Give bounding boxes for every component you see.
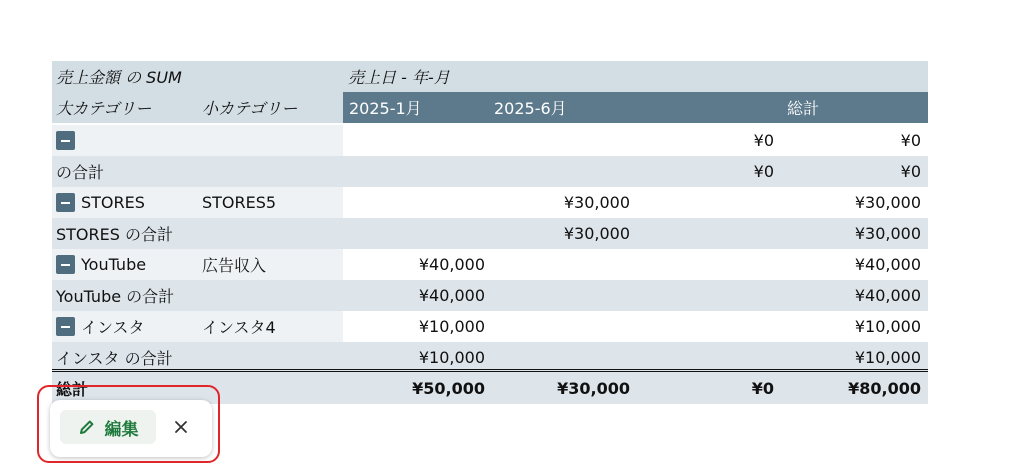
value-cell: ¥40,000 — [418, 255, 485, 274]
edit-button-label: 編集 — [104, 419, 139, 440]
subcategory-label: STORES5 — [198, 187, 343, 218]
pencil-icon — [78, 418, 96, 436]
subcategory-label: インスタ4 — [198, 311, 343, 342]
value-cell — [343, 187, 485, 218]
value-cell — [485, 311, 630, 342]
subtotal-label: インスタ の合計 — [56, 349, 173, 368]
grand-total-value: ¥0 — [751, 378, 774, 398]
category-label: インスタ — [81, 318, 145, 337]
minus-icon[interactable] — [56, 131, 75, 150]
value-cell — [630, 249, 774, 280]
value-cell: ¥0 — [900, 162, 921, 181]
grand-total-label: 総計 — [56, 379, 89, 399]
value-cell: ¥10,000 — [418, 348, 485, 367]
close-button[interactable] — [168, 414, 194, 440]
grand-total-row — [52, 369, 928, 404]
minus-icon[interactable] — [56, 193, 75, 212]
value-cell — [630, 187, 774, 218]
value-cell — [630, 311, 774, 342]
subtotal-row — [52, 280, 928, 311]
value-cell: ¥30,000 — [563, 193, 630, 212]
value-cell — [485, 280, 630, 311]
value-cell: ¥10,000 — [854, 317, 921, 336]
column-header-band — [343, 92, 928, 123]
value-cell — [630, 218, 774, 249]
value-cell: ¥0 — [900, 131, 921, 150]
value-cell: ¥10,000 — [854, 348, 921, 367]
value-cell — [485, 249, 630, 280]
table-row — [52, 125, 928, 156]
category-label: STORES — [81, 193, 145, 212]
column-header-grand-total: 総計 — [787, 99, 820, 118]
value-cell — [630, 280, 774, 311]
value-cell: ¥30,000 — [563, 224, 630, 243]
column-header-2025-01: 2025-1月 — [349, 99, 422, 118]
subcategory-label: 広告収入 — [198, 249, 343, 280]
value-cell: ¥30,000 — [854, 224, 921, 243]
pivot-column-header-row — [52, 92, 928, 123]
row-field-header-subcategory: 小カテゴリー — [198, 92, 343, 123]
grand-total-value: ¥80,000 — [848, 378, 921, 398]
value-cell — [485, 125, 630, 156]
subtotal-row — [52, 218, 928, 249]
value-cell — [343, 218, 485, 249]
grand-total-value: ¥30,000 — [557, 378, 630, 398]
pivot-edit-toolbar — [50, 400, 212, 457]
minus-icon[interactable] — [56, 255, 75, 274]
subcategory-label — [198, 125, 343, 156]
value-cell — [343, 125, 485, 156]
value-cell — [343, 156, 485, 187]
row-field-header-category: 大カテゴリー — [52, 92, 198, 123]
table-row — [52, 311, 928, 342]
value-cell: ¥0 — [753, 131, 774, 150]
table-row — [52, 187, 928, 218]
value-cell: ¥30,000 — [854, 193, 921, 212]
minus-icon[interactable] — [56, 317, 75, 336]
column-field-label: 売上日 - 年-月 — [348, 68, 450, 87]
value-cell: ¥40,000 — [854, 286, 921, 305]
subtotal-label: YouTube の合計 — [56, 287, 175, 306]
value-cell: ¥0 — [753, 162, 774, 181]
grand-total-value: ¥50,000 — [412, 378, 485, 398]
table-row — [52, 249, 928, 280]
value-cell: ¥10,000 — [418, 317, 485, 336]
values-field-label: 売上金額 の SUM — [56, 68, 182, 87]
edit-button[interactable] — [60, 410, 156, 444]
column-header-2025-06: 2025-6月 — [494, 99, 567, 118]
subtotal-label: STORES の合計 — [56, 225, 173, 244]
pivot-values-header-row — [52, 61, 928, 92]
value-cell: ¥40,000 — [418, 286, 485, 305]
value-cell: ¥40,000 — [854, 255, 921, 274]
subtotal-label: の合計 — [56, 163, 105, 182]
category-label: YouTube — [81, 255, 147, 274]
value-cell — [485, 156, 630, 187]
subtotal-row — [52, 156, 928, 187]
close-icon — [174, 420, 188, 434]
